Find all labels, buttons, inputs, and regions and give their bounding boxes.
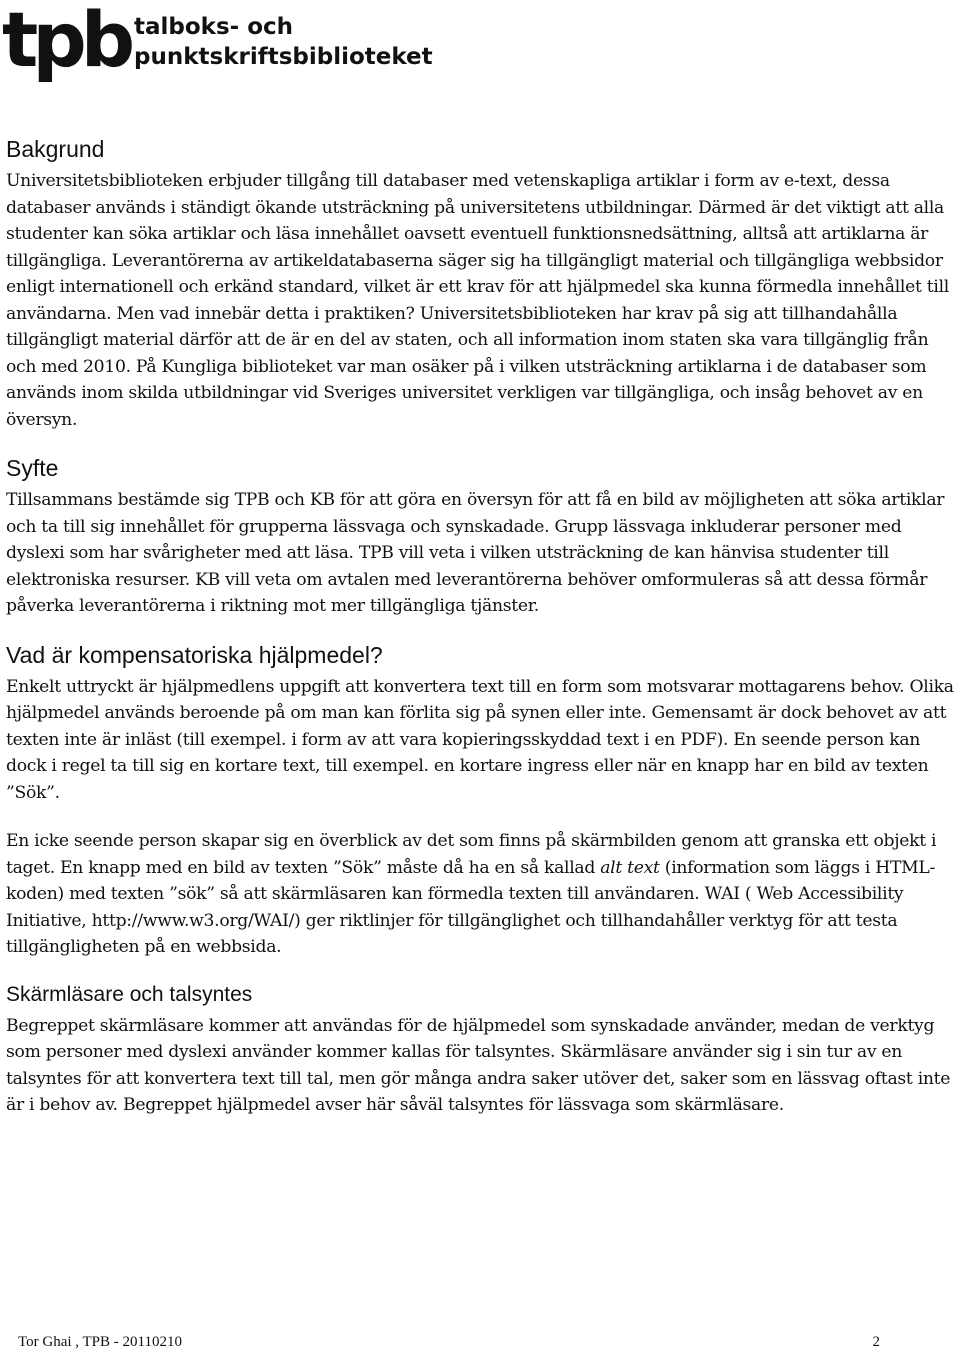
paragraph-kompensatoriska-2: [6, 828, 954, 961]
paragraph-skarmlasare: Begreppet skärmläsare kommer att användas för de hjälpmedel som synskadade använder, medan de verktyg som personer med dyslexi använder kommer kallas för talsyntes. Skärmläsare använder sig i sin tur av en talsyntes för att konvertera text till tal, men gör många andra saker utöver det, saker som en lässvag oftast inte är i behov av. Begreppet hjälpmedel avser här såväl talsyntes för lässvaga som skärmläsare.: [6, 1015, 951, 1115]
footer-author-date: Tor Ghai , TPB - 20110210: [18, 1334, 182, 1350]
alt-text-term: alt text: [600, 857, 660, 878]
section-heading-bakgrund: Bakgrund: [6, 136, 105, 162]
logo-text-line2: punktskriftsbiblioteket: [134, 44, 433, 70]
paragraph-syfte: Tillsammans bestämde sig TPB och KB för att göra en översyn för att få en bild av möjligheten att söka artiklar och ta till sig innehållet för grupperna lässvaga och synskadade. Grupp lässvaga inkluderar personer med dyslexi som har svårigheter med att läsa. TPB vill veta i vilken utsträckning de kan hänvisa studenter till elektroniska resurser. KB vill veta om avtalen med leverantörerna behöver omformuleras så att dessa förmår påverka leverantörerna i riktning mot mer tillgängliga tjänster.: [6, 490, 945, 616]
tpb-logo: [0, 0, 433, 84]
paragraph-text: (information som läggs i HTML-koden) med texten ”sök” så att skärmläsaren kan förmedla texten till användaren. WAI ( Web Accessibility Initiative, http://www.w3.org/WAI/) ger riktlinjer för tillgänglighet och tillhandahåller verktyg för att testa tillgängligheten på en webbsida.: [6, 857, 936, 957]
section-heading-kompensatoriska: Vad är kompensatoriska hjälpmedel?: [6, 641, 383, 668]
section-heading-skarmlasare: Skärmläsare och talsyntes: [6, 982, 253, 1006]
logo-mark: tpb: [2, 0, 130, 84]
logo-text-line1: talboks- och: [134, 14, 294, 40]
page-number: 2: [872, 1334, 880, 1350]
section-heading-syfte: Syfte: [6, 455, 59, 481]
paragraph-kompensatoriska-1: Enkelt uttryckt är hjälpmedlens uppgift att konvertera text till en form som motsvarar mottagarens behov. Olika hjälpmedel används beroende på om man kan förlita sig på synen eller inte. Gemensamt är dock behovet av att texten inte är inläst (till exempel. i form av att vara kopieringsskyddad text i en PDF). En seende person kan dock i regel ta till sig en kortare text, till exempel. en kortare ingress eller när en knapp har en bild av texten ”Sök”.: [6, 676, 954, 803]
document-body: [6, 134, 954, 1119]
paragraph-bakgrund: Universitetsbiblioteken erbjuder tillgång till databaser med vetenskapliga artiklar i form av e-text, dessa databaser används i ständigt ökande utsträckning på universitetens utbildningar. Därmed är det viktigt att alla studenter kan söka artiklar och läsa innehållet oavsett eventuell funktionsnedsättning, alltså att artiklarna är tillgängliga. Leverantörerna av artikeldatabaserna säger sig ha tillgängligt material och tillgängliga webbsidor enligt internationell och erkänd standard, vilket är ett krav för att hjälpmedel ska kunna förmedla innehållet till användarna. Men vad innebär detta i praktiken? Universitetsbiblioteken har krav på sig att tillhandahålla tillgängligt material därför att de är en del av staten, och all information inom staten ska vara tillgänglig från och med 2010. På Kungliga biblioteket var man osäker på i vilken utsträckning artiklarna i de databaser som används inom skilda utbildningar vid Sveriges universitet verkligen var tillgängliga, och insåg behovet av en översyn.: [6, 171, 949, 430]
paragraph-text: En icke seende person skapar sig en överblick av det som finns på skärmbilden genom att granska ett objekt i taget. En knapp med en bild av texten ”Sök” måste då ha en så kallad: [6, 831, 937, 878]
